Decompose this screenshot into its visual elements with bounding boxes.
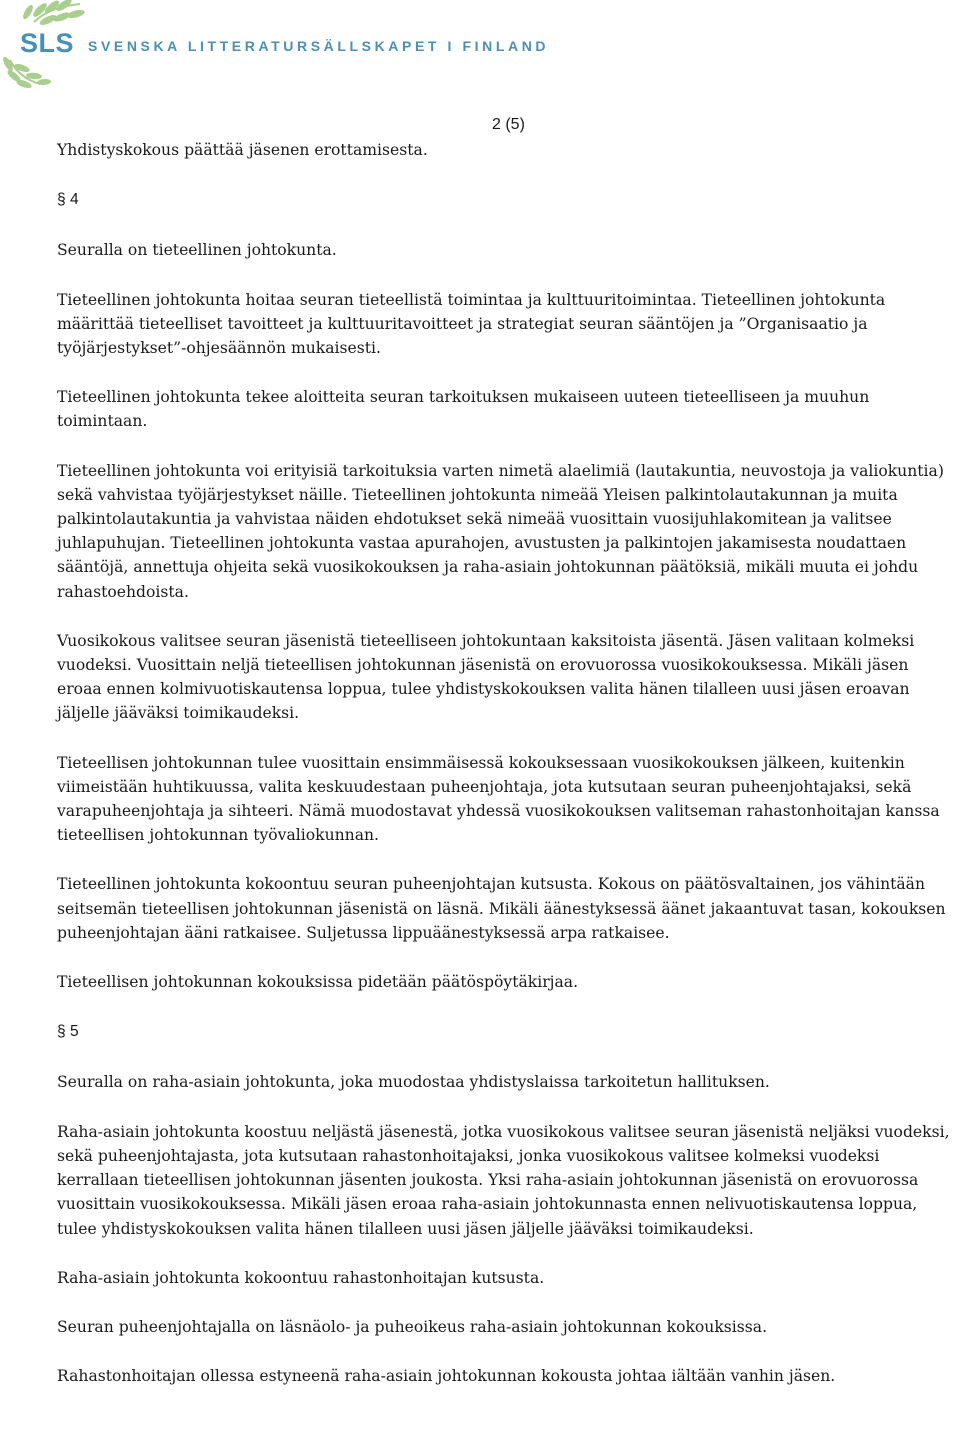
paragraph: Seuralla on tieteellinen johtokunta. bbox=[57, 241, 337, 260]
section-number: 5 bbox=[70, 1023, 79, 1041]
paragraph: Raha-asiain johtokunta koostuu neljästä jäsenestä, jotka vuosikokous valitsee seuran jäsenistä neljäksi vuodeksi, sekä puheenjohtajasta, jota kutsutaan rahastonhoitajaksi, jonka vuosikokous valitsee kolmeksi vuodeksi kerrallaan tieteellisen johtokunnan jäsenten joukosta. Yksi raha-asiain johtokunnan jäsenistä on erovuorossa vuosittain vuosikokouksessa. Mikäli jäsen eroaa raha-asiain johtokunnasta ennen nelivuotiskautensa loppua, tulee yhdistyskokouksen valita hänen tilalleen uusi jäsen jäljelle jääväksi toimikaudeksi. bbox=[57, 1122, 950, 1238]
paragraph: Raha-asiain johtokunta kokoontuu rahastonhoitajan kutsusta. bbox=[57, 1268, 545, 1287]
paragraph: Seuran puheenjohtajalla on läsnäolo- ja puheoikeus raha-asiain johtokunnan kokouksissa. bbox=[57, 1317, 768, 1336]
paragraph: Tieteellisen johtokunnan tulee vuosittain ensimmäisessä kokouksessaan vuosikokouksen jälkeen, kuitenkin viimeistään huhtikuussa, valita keskuudestaan puheenjohtaja, jota kutsutaan seuran puheenjohtajaksi, sekä varapuheenjohtaja ja sihteeri. Nämä muodostavat yhdessä vuosikokouksen valitseman rahastonhoitajan kanssa tieteellisen johtokunnan työvaliokunnan. bbox=[57, 753, 940, 845]
paragraph: Tieteellisen johtokunnan kokouksissa pidetään päätöspöytäkirjaa. bbox=[57, 973, 579, 992]
paragraph: sääntöjä, annettuja ohjeita sekä vuosikokouksen ja raha-asiain johtokunnan päätöksiä, mikäli muuta ei johdu rahastoehdoista. bbox=[57, 558, 919, 601]
section-number: 4 bbox=[70, 191, 79, 209]
paragraph: Seuralla on raha-asiain johtokunta, joka muodostaa yhdistyslaissa tarkoitetun hallituksen. bbox=[57, 1073, 770, 1092]
logo-organization-name: SVENSKA LITTERATURSÄLLSKAPET I FINLAND bbox=[88, 38, 550, 54]
logo-abbreviation: SLS bbox=[20, 28, 75, 58]
paragraph: Rahastonhoitajan ollessa estyneenä raha-asiain johtokunnan kokousta johtaa iältään vanhin jäsen. bbox=[57, 1367, 836, 1386]
paragraph: Tieteellinen johtokunta kokoontuu seuran puheenjohtajan kutsusta. Kokous on päätösvaltainen, jos vähintään seitsemän tieteellisen johtokunnan jäsenistä on läsnä. Mikäli äänestyksessä äänet jakaantuvat tasan, kokouksen puheenjohtajan ääni ratkaisee. Suljetussa lippuäänestyksessä arpa ratkaisee. bbox=[57, 875, 946, 942]
sls-logo bbox=[0, 0, 550, 90]
section-heading-4: § 4 bbox=[57, 191, 79, 209]
document-body bbox=[57, 138, 952, 1388]
paragraph: Tieteellinen johtokunta voi erityisiä tarkoituksia varten nimetä alaelimiä (lautakuntia, neuvostoja ja valiokuntia) sekä vahvistaa työjärjestykset näille. Tieteellinen johtokunta nimeää Yleisen palkintolautakunnan ja muita palkintolautakuntia ja vahvistaa näiden ehdotukset sekä nimeää vuosittain vuosijuhlakomitean ja valitsee juhlapuhujan. Tieteellinen johtokunta vastaa apurahojen, avustusten ja palkintojen jakamisesta noudattaen bbox=[57, 461, 944, 553]
paragraph: Yhdistyskokous päättää jäsenen erottamisesta. bbox=[57, 141, 428, 159]
page-number: 2 (5) bbox=[492, 116, 525, 133]
paragraph: Tieteellinen johtokunta tekee aloitteita seuran tarkoituksen mukaiseen uuteen tieteelliseen ja muuhun toimintaan. bbox=[57, 388, 870, 431]
paragraph: Vuosikokous valitsee seuran jäsenistä tieteelliseen johtokuntaan kaksitoista jäsentä. Jäsen valitaan kolmeksi vuodeksi. Vuosittain neljä tieteellisen johtokunnan jäsenistä on erovuorossa vuosikokouksessa. Mikäli jäsen eroaa ennen kolmivuotiskautensa loppua, tulee yhdistyskokouksen valita hänen tilalleen uusi jäsen eroavan jäljelle jääväksi toimikaudeksi. bbox=[57, 631, 915, 723]
paragraph: Tieteellinen johtokunta hoitaa seuran tieteellistä toimintaa ja kulttuuritoimintaa. Tieteellinen johtokunta määrittää tieteelliset tavoitteet ja kulttuuritavoitteet ja strategiat seuran sääntöjen ja ”Organisaatio ja työjärjestykset”-ohjesäännön mukaisesti. bbox=[57, 290, 886, 358]
section-heading-5: § 5 bbox=[57, 1023, 79, 1041]
